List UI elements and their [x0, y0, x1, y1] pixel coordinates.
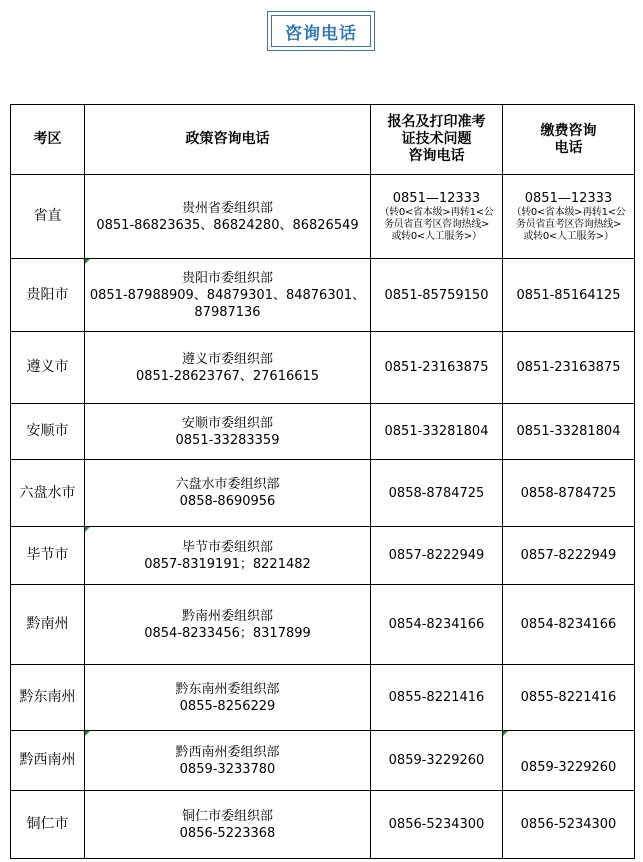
tech-cell: 0855-8221416 — [371, 665, 503, 731]
area-cell: 省直 — [11, 175, 85, 259]
area-cell: 安顺市 — [11, 404, 85, 460]
policy-cell: 安顺市委组织部 0851-33283359 — [85, 404, 371, 460]
fee-cell: 0858-8784725 — [503, 460, 635, 527]
area-cell: 贵阳市 — [11, 259, 85, 332]
fee-cell: 0854-8234166 — [503, 585, 635, 665]
table-row — [11, 404, 635, 460]
tech-cell: 0857-8222949 — [371, 527, 503, 585]
tech-cell: 0858-8784725 — [371, 460, 503, 527]
tech-cell: 0851-23163875 — [371, 332, 503, 404]
header-area: 考区 — [11, 105, 85, 175]
area-cell: 黔西南州 — [11, 731, 85, 791]
area-cell: 毕节市 — [11, 527, 85, 585]
tech-cell: 0859-3229260 — [371, 731, 503, 791]
fee-cell: 0851-85164125 — [503, 259, 635, 332]
cell-marker-icon — [85, 731, 90, 736]
tech-cell: 0851—12333 （转0<省本级>再转1<公 务员省直考区咨询热线> 或转0<人工服务>） — [371, 175, 503, 259]
policy-cell: 黔南州委组织部 0854-8233456；8317899 — [85, 585, 371, 665]
policy-cell: 遵义市委组织部 0851-28623767、27616615 — [85, 332, 371, 404]
page-title: 咨询电话 — [271, 15, 371, 47]
table-row — [11, 175, 635, 259]
fee-cell: 0856-5234300 — [503, 791, 635, 859]
policy-cell: 毕节市委组织部 0857-8319191；8221482 — [85, 527, 371, 585]
fee-cell: 0851-33281804 — [503, 404, 635, 460]
area-cell: 黔东南州 — [11, 665, 85, 731]
header-policy: 政策咨询电话 — [85, 105, 371, 175]
table-row — [11, 585, 635, 665]
area-cell: 遵义市 — [11, 332, 85, 404]
area-cell: 六盘水市 — [11, 460, 85, 527]
tech-cell: 0851-33281804 — [371, 404, 503, 460]
contact-table — [10, 104, 635, 859]
fee-cell: 0851—12333 （转0<省本级>再转1<公 务员省直考区咨询热线> 或转0<人工服务>） — [503, 175, 635, 259]
area-cell: 黔南州 — [11, 585, 85, 665]
policy-cell: 贵州省委组织部 0851-86823635、86824280、86826549 — [85, 175, 371, 259]
cell-marker-icon — [85, 527, 90, 532]
fee-cell: 0859-3229260 — [503, 731, 635, 791]
area-cell: 铜仁市 — [11, 791, 85, 859]
table-row — [11, 259, 635, 332]
table-row — [11, 332, 635, 404]
cell-marker-icon — [85, 259, 90, 264]
tech-cell: 0851-85759150 — [371, 259, 503, 332]
table-row — [11, 527, 635, 585]
fee-cell: 0857-8222949 — [503, 527, 635, 585]
policy-cell: 铜仁市委组织部 0856-5223368 — [85, 791, 371, 859]
policy-cell: 贵阳市委组织部 0851-87988909、84879301、84876301、 87987136 — [85, 259, 371, 332]
policy-cell: 黔西南州委组织部 0859-3233780 — [85, 731, 371, 791]
table-row — [11, 665, 635, 731]
tech-cell: 0856-5234300 — [371, 791, 503, 859]
header-tech: 报名及打印准考 证技术问题 咨询电话 — [371, 105, 503, 175]
title-box — [267, 11, 375, 51]
policy-cell: 六盘水市委组织部 0858-8690956 — [85, 460, 371, 527]
table-row — [11, 460, 635, 527]
policy-cell: 黔东南州委组织部 0855-8256229 — [85, 665, 371, 731]
fee-cell: 0851-23163875 — [503, 332, 635, 404]
fee-cell: 0855-8221416 — [503, 665, 635, 731]
cell-marker-icon — [503, 731, 508, 736]
table-row — [11, 791, 635, 859]
tech-cell: 0854-8234166 — [371, 585, 503, 665]
header-row — [11, 105, 635, 175]
header-fee: 缴费咨询 电话 — [503, 105, 635, 175]
table-row — [11, 731, 635, 791]
